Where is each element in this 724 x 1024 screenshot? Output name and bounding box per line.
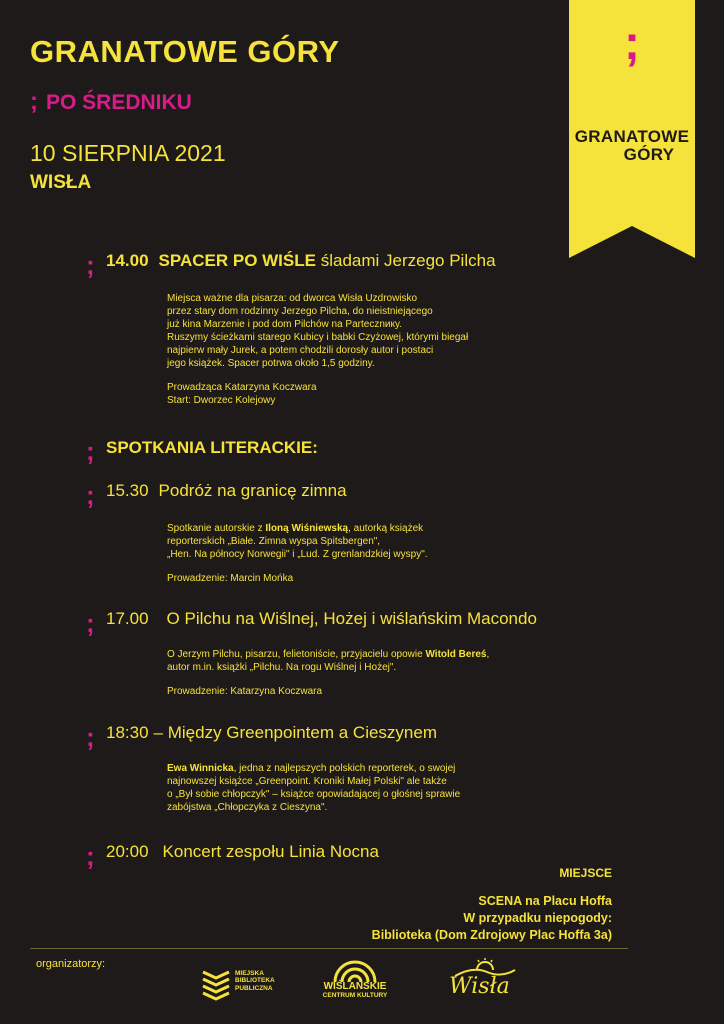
desc-line: Miejsca ważne dla pisarza: od dworca Wisła Uzdrowisko [167, 293, 418, 304]
desc-line: reporterskich „Białe. Zimna wyspa Spitsbergen", [167, 536, 381, 547]
semicolon-bullet-icon: ; [86, 841, 95, 871]
semicolon-bullet-icon: ; [86, 722, 95, 752]
ribbon-logo-text [569, 128, 695, 164]
event-time: 17.00 [106, 609, 149, 628]
ribbon-line2: GÓRY [623, 144, 675, 164]
event-start: Start: Dworzec Kolejowy [167, 395, 276, 406]
organizers-label: organizatorzy: [36, 958, 106, 970]
semicolon-bullet-icon: ; [86, 608, 95, 638]
footer-divider [30, 948, 628, 949]
desc-line [167, 648, 489, 661]
desc-line: już kina Marzenie i pod dom Pilchów na Partecznику. [167, 319, 402, 330]
event-host: Prowadzenie: Katarzyna Koczwara [167, 686, 323, 697]
desc-line [167, 762, 460, 775]
event-time: 18:30 [106, 723, 149, 742]
event-description-walk [167, 292, 468, 407]
section-title [106, 438, 318, 458]
event-title: Koncert zespołu Linia Nocna [162, 842, 379, 861]
culture-center-text [318, 982, 392, 999]
wisla-town-logo [445, 958, 525, 1006]
desc-text: , jedna z najlepszych polskich reporterek, o swojej [233, 763, 456, 774]
event-host: Prowadząca Katarzyna Koczwara [167, 382, 317, 393]
event-time: 15.30 [106, 481, 149, 500]
wisla-logo-text: Wisła [449, 974, 510, 999]
library-logo-text [235, 970, 275, 992]
desc-line: autor m.in. książki „Pilchu. Na rogu Wiślnej i Hożej". [167, 662, 397, 673]
semicolon-mark: ; [30, 88, 38, 115]
book-stack-icon [201, 968, 231, 1002]
library-logo [201, 968, 311, 1004]
semicolon-bullet-icon: ; [86, 480, 95, 510]
event-date: 10 SIERPNIA 2021 [30, 140, 226, 166]
desc-line: najnowszej książce „Greenpoint. Kroniki Małej Polski" ale także [167, 776, 447, 787]
semicolon-bullet-icon: ; [86, 436, 95, 466]
event-heading-1700 [106, 609, 537, 629]
desc-line: Ruszymy ścieżkami starego Kubicy i babki Czyżowej, którymi biegał [167, 332, 469, 343]
semicolon-bullet-icon: ; [86, 250, 95, 280]
desc-line: zabójstwa „Chłopczyka z Cieszyna". [167, 802, 328, 813]
event-time: 20:00 [106, 842, 149, 861]
event-title: O Pilchu na Wiślnej, Hożej i wiślańskim Macondo [166, 609, 537, 628]
venue-line: SCENA na Placu Hoffa [478, 894, 612, 908]
culture-line: WIŚLAŃSKIE [323, 981, 387, 992]
venue-label: MIEJSCE [559, 866, 612, 880]
desc-text: , [486, 649, 490, 660]
guest-name: Witold Bereś [425, 649, 487, 660]
event-heading-walk [106, 251, 496, 271]
event-heading-2000 [106, 842, 379, 862]
section-title-text: SPOTKANIA LITERACKIE: [106, 438, 318, 457]
desc-line: najpierw mały Jurek, a potem chodzili dorosły autor i postaci [167, 345, 434, 356]
event-time: 14.00 [106, 251, 149, 270]
event-heading-1830 [106, 723, 437, 743]
event-title-rest: śladami Jerzego Pilcha [320, 251, 496, 270]
ribbon-semicolon-icon: ; [624, 17, 640, 70]
page-title: GRANATOWE GÓRY [30, 34, 340, 69]
event-title: SPACER PO WIŚLE [158, 251, 316, 270]
event-place: WISŁA [30, 172, 92, 193]
desc-line: o „Był sobie chłopczyk" – książce opowiadającej o głośnej sprawie [167, 789, 461, 800]
guest-name: Iloną Wiśniewską [265, 523, 349, 534]
arch-icon [332, 960, 378, 982]
culture-line: CENTRUM KULTURY [322, 991, 388, 999]
desc-text: O Jerzym Pilchu, pisarzu, felietoniście, przyjacielu opowie [167, 649, 426, 660]
library-line: BIBLIOTEKA [235, 977, 275, 985]
desc-line: „Hen. Na północy Norwegii" i „Lud. Z grenlandzkiej wyspy". [167, 549, 428, 560]
subtitle-text: PO ŚREDNIKU [46, 91, 192, 114]
venue-line: Biblioteka (Dom Zdrojowy Plac Hoffa 3a) [371, 927, 612, 942]
desc-line [167, 522, 428, 535]
culture-center-logo [318, 960, 392, 1006]
library-line: PUBLICZNA [235, 984, 273, 992]
page-subtitle [30, 88, 192, 116]
library-line: MIEJSKA [235, 970, 264, 977]
ribbon-line1: GRANATOWE [574, 127, 690, 146]
desc-text: , autorką książek [348, 523, 424, 534]
desc-text: Spotkanie autorskie z [167, 523, 266, 534]
venue-line: W przypadku niepogody: [463, 910, 612, 925]
event-description-1830 [167, 762, 460, 814]
event-title: Podróż na granicę zimna [158, 481, 347, 500]
event-title: – Między Greenpointem a Cieszynem [153, 723, 438, 742]
event-description-1530 [167, 522, 428, 585]
event-heading-1530 [106, 481, 347, 501]
event-host: Prowadzenie: Marcin Mońka [167, 573, 294, 584]
venue-info [372, 893, 612, 944]
event-description-1700 [167, 648, 489, 698]
desc-line: przez stary dom rodzinny Jerzego Pilcha, do nieistniejącego [167, 306, 433, 317]
guest-name: Ewa Winnicka [167, 763, 234, 774]
desc-line: jego książek. Spacer potrwa około 1,5 godziny. [167, 358, 375, 369]
